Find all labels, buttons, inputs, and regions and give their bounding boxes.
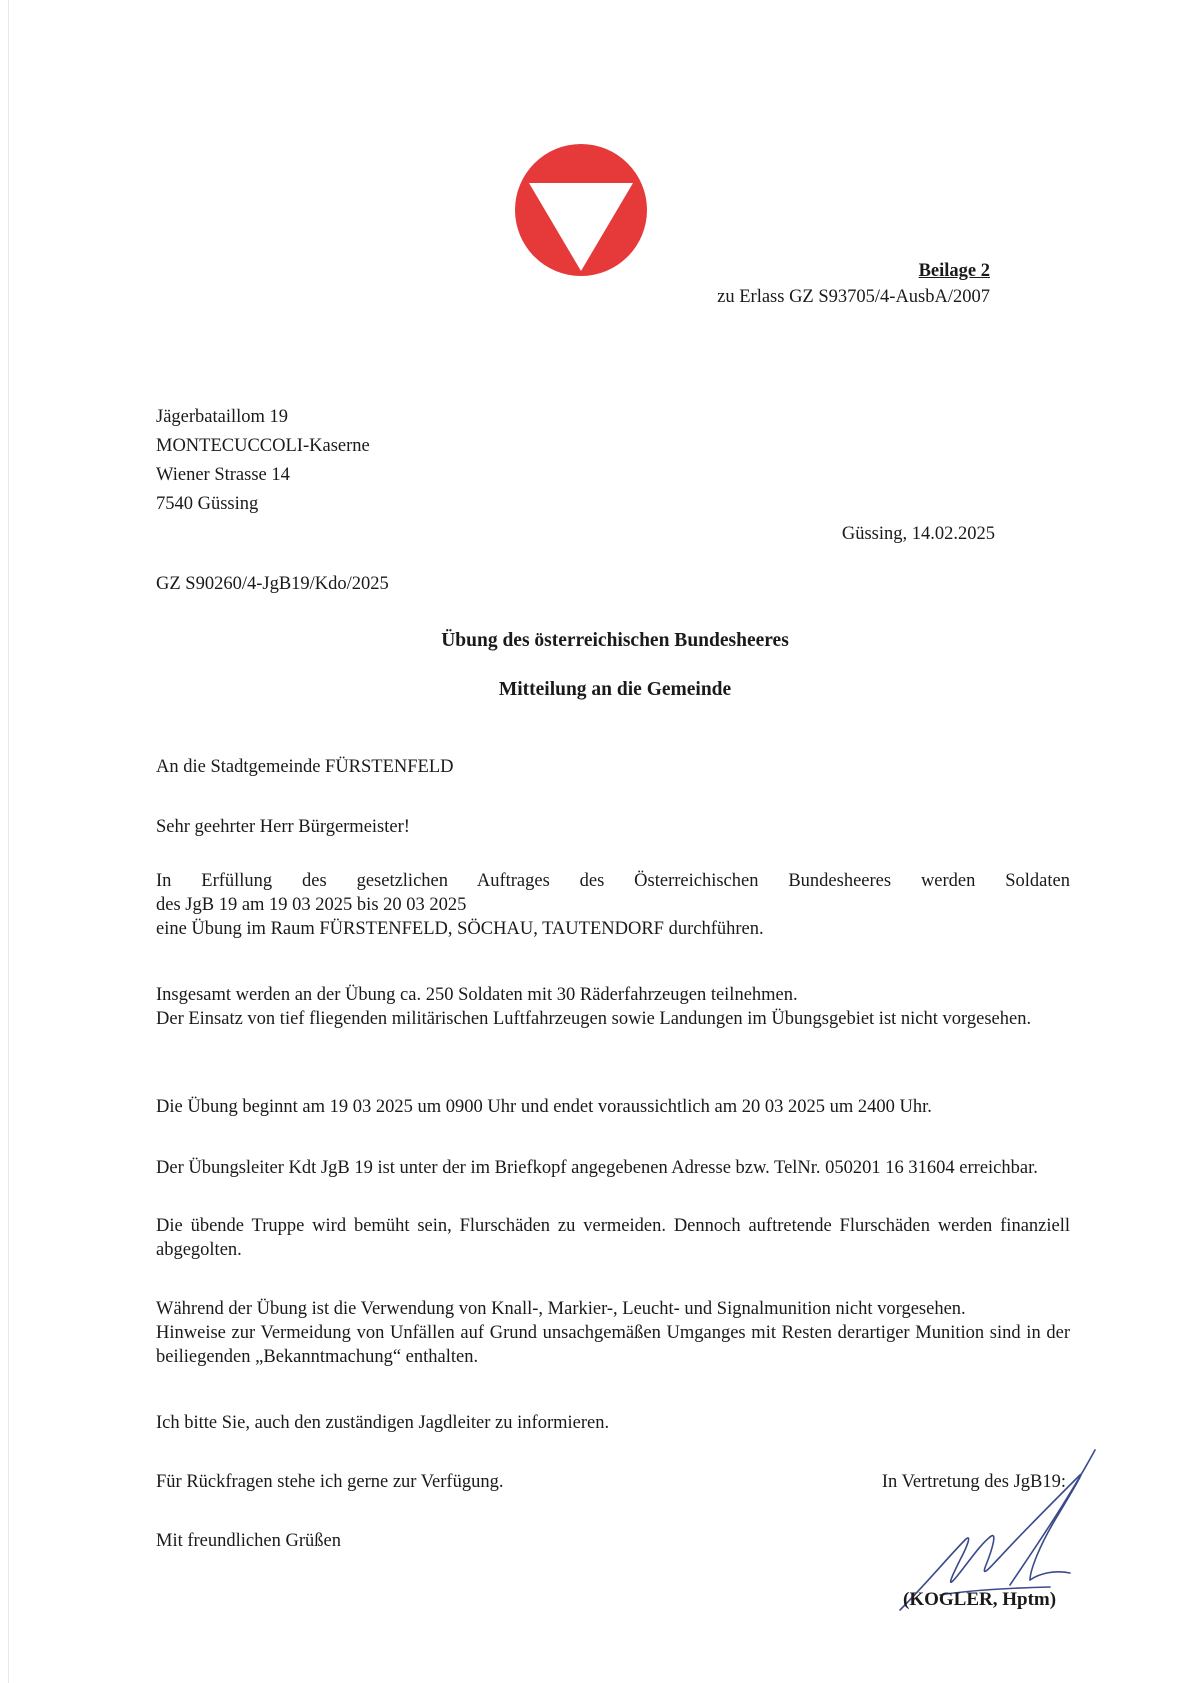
paragraph-contact: Der Übungsleiter Kdt JgB 19 ist unter der im Briefkopf angegebenen Adresse bzw. TelNr. 050201 16 31604 erreichbar.	[156, 1158, 1038, 1178]
paragraph-damages: Die übende Truppe wird bemüht sein, Flurschäden zu vermeiden. Dennoch auftretende Flurschäden werden finanziell abgegolten.	[156, 1216, 1070, 1261]
page-edge	[8, 0, 9, 1683]
paragraph-participants	[156, 983, 1070, 1031]
paragraph-aircraft: Der Einsatz von tief fliegenden militärischen Luftfahrzeugen sowie Landungen im Übungsgebiet ist nicht vorgesehen.	[156, 1009, 1032, 1030]
reference-number: GZ S90260/4-JgB19/Kdo/2025	[156, 574, 389, 594]
recipient: An die Stadtgemeinde FÜRSTENFELD	[156, 757, 454, 777]
letter-title: Übung des österreichischen Bundesheeres	[441, 630, 789, 651]
attachment-label: Beilage 2	[918, 261, 990, 281]
paragraph-mission-line3: eine Übung im Raum FÜRSTENFELD, SÖCHAU, TAUTENDORF durchführen.	[156, 919, 764, 940]
paragraph-participants-line1: Insgesamt werden an der Übung ca. 250 Soldaten mit 30 Räderfahrzeugen teilnehmen.	[156, 985, 798, 1005]
paragraph-schedule: Die Übung beginnt am 19 03 2025 um 0900 Uhr und endet voraussichtlich am 20 03 2025 um 2400 Uhr.	[156, 1097, 932, 1117]
closing-greeting: Mit freundlichen Grüßen	[156, 1531, 341, 1551]
sender-street: Wiener Strasse 14	[156, 465, 290, 485]
sender-barracks: MONTECUCCOLI-Kaserne	[156, 436, 370, 456]
paragraph-ammunition	[156, 1297, 1070, 1369]
paragraph-ammunition-hint: Hinweise zur Vermeidung von Unfällen auf Grund unsachgemäßen Umganges mit Resten derartiger Munition sind in der beiliegenden „Bekanntmachung“ enthalten.	[156, 1323, 1070, 1368]
signer-name: (KOGLER, Hptm)	[903, 1589, 1057, 1610]
bundesheer-triangle-logo-icon	[514, 143, 648, 277]
paragraph-mission-line2: des JgB 19 am 19 03 2025 bis 20 03 2025	[156, 895, 467, 916]
paragraph-questions: Für Rückfragen stehe ich gerne zur Verfügung.	[156, 1472, 504, 1492]
paragraph-ammunition-line1: Während der Übung ist die Verwendung von Knall-, Markier-, Leucht- und Signalmunition nicht vorgesehen.	[156, 1299, 966, 1319]
sender-address	[156, 403, 370, 519]
place-date: Güssing, 14.02.2025	[841, 524, 995, 544]
letter-subtitle: Mitteilung an die Gemeinde	[498, 679, 732, 700]
paragraph-hunting: Ich bitte Sie, auch den zuständigen Jagdleiter zu informieren.	[156, 1413, 610, 1433]
paragraph-mission	[156, 869, 1070, 941]
deputy-line: In Vertretung des JgB19:	[881, 1472, 1066, 1492]
sender-unit: Jägerbataillom 19	[156, 407, 289, 427]
paragraph-mission-line1: In Erfüllung des gesetzlichen Auftrages des Österreichischen Bundesheeres werden Soldaten	[156, 871, 1070, 891]
salutation: Sehr geehrter Herr Bürgermeister!	[156, 817, 410, 837]
decree-reference: zu Erlass GZ S93705/4-AusbA/2007	[717, 287, 990, 307]
sender-city: 7540 Güssing	[156, 494, 259, 514]
